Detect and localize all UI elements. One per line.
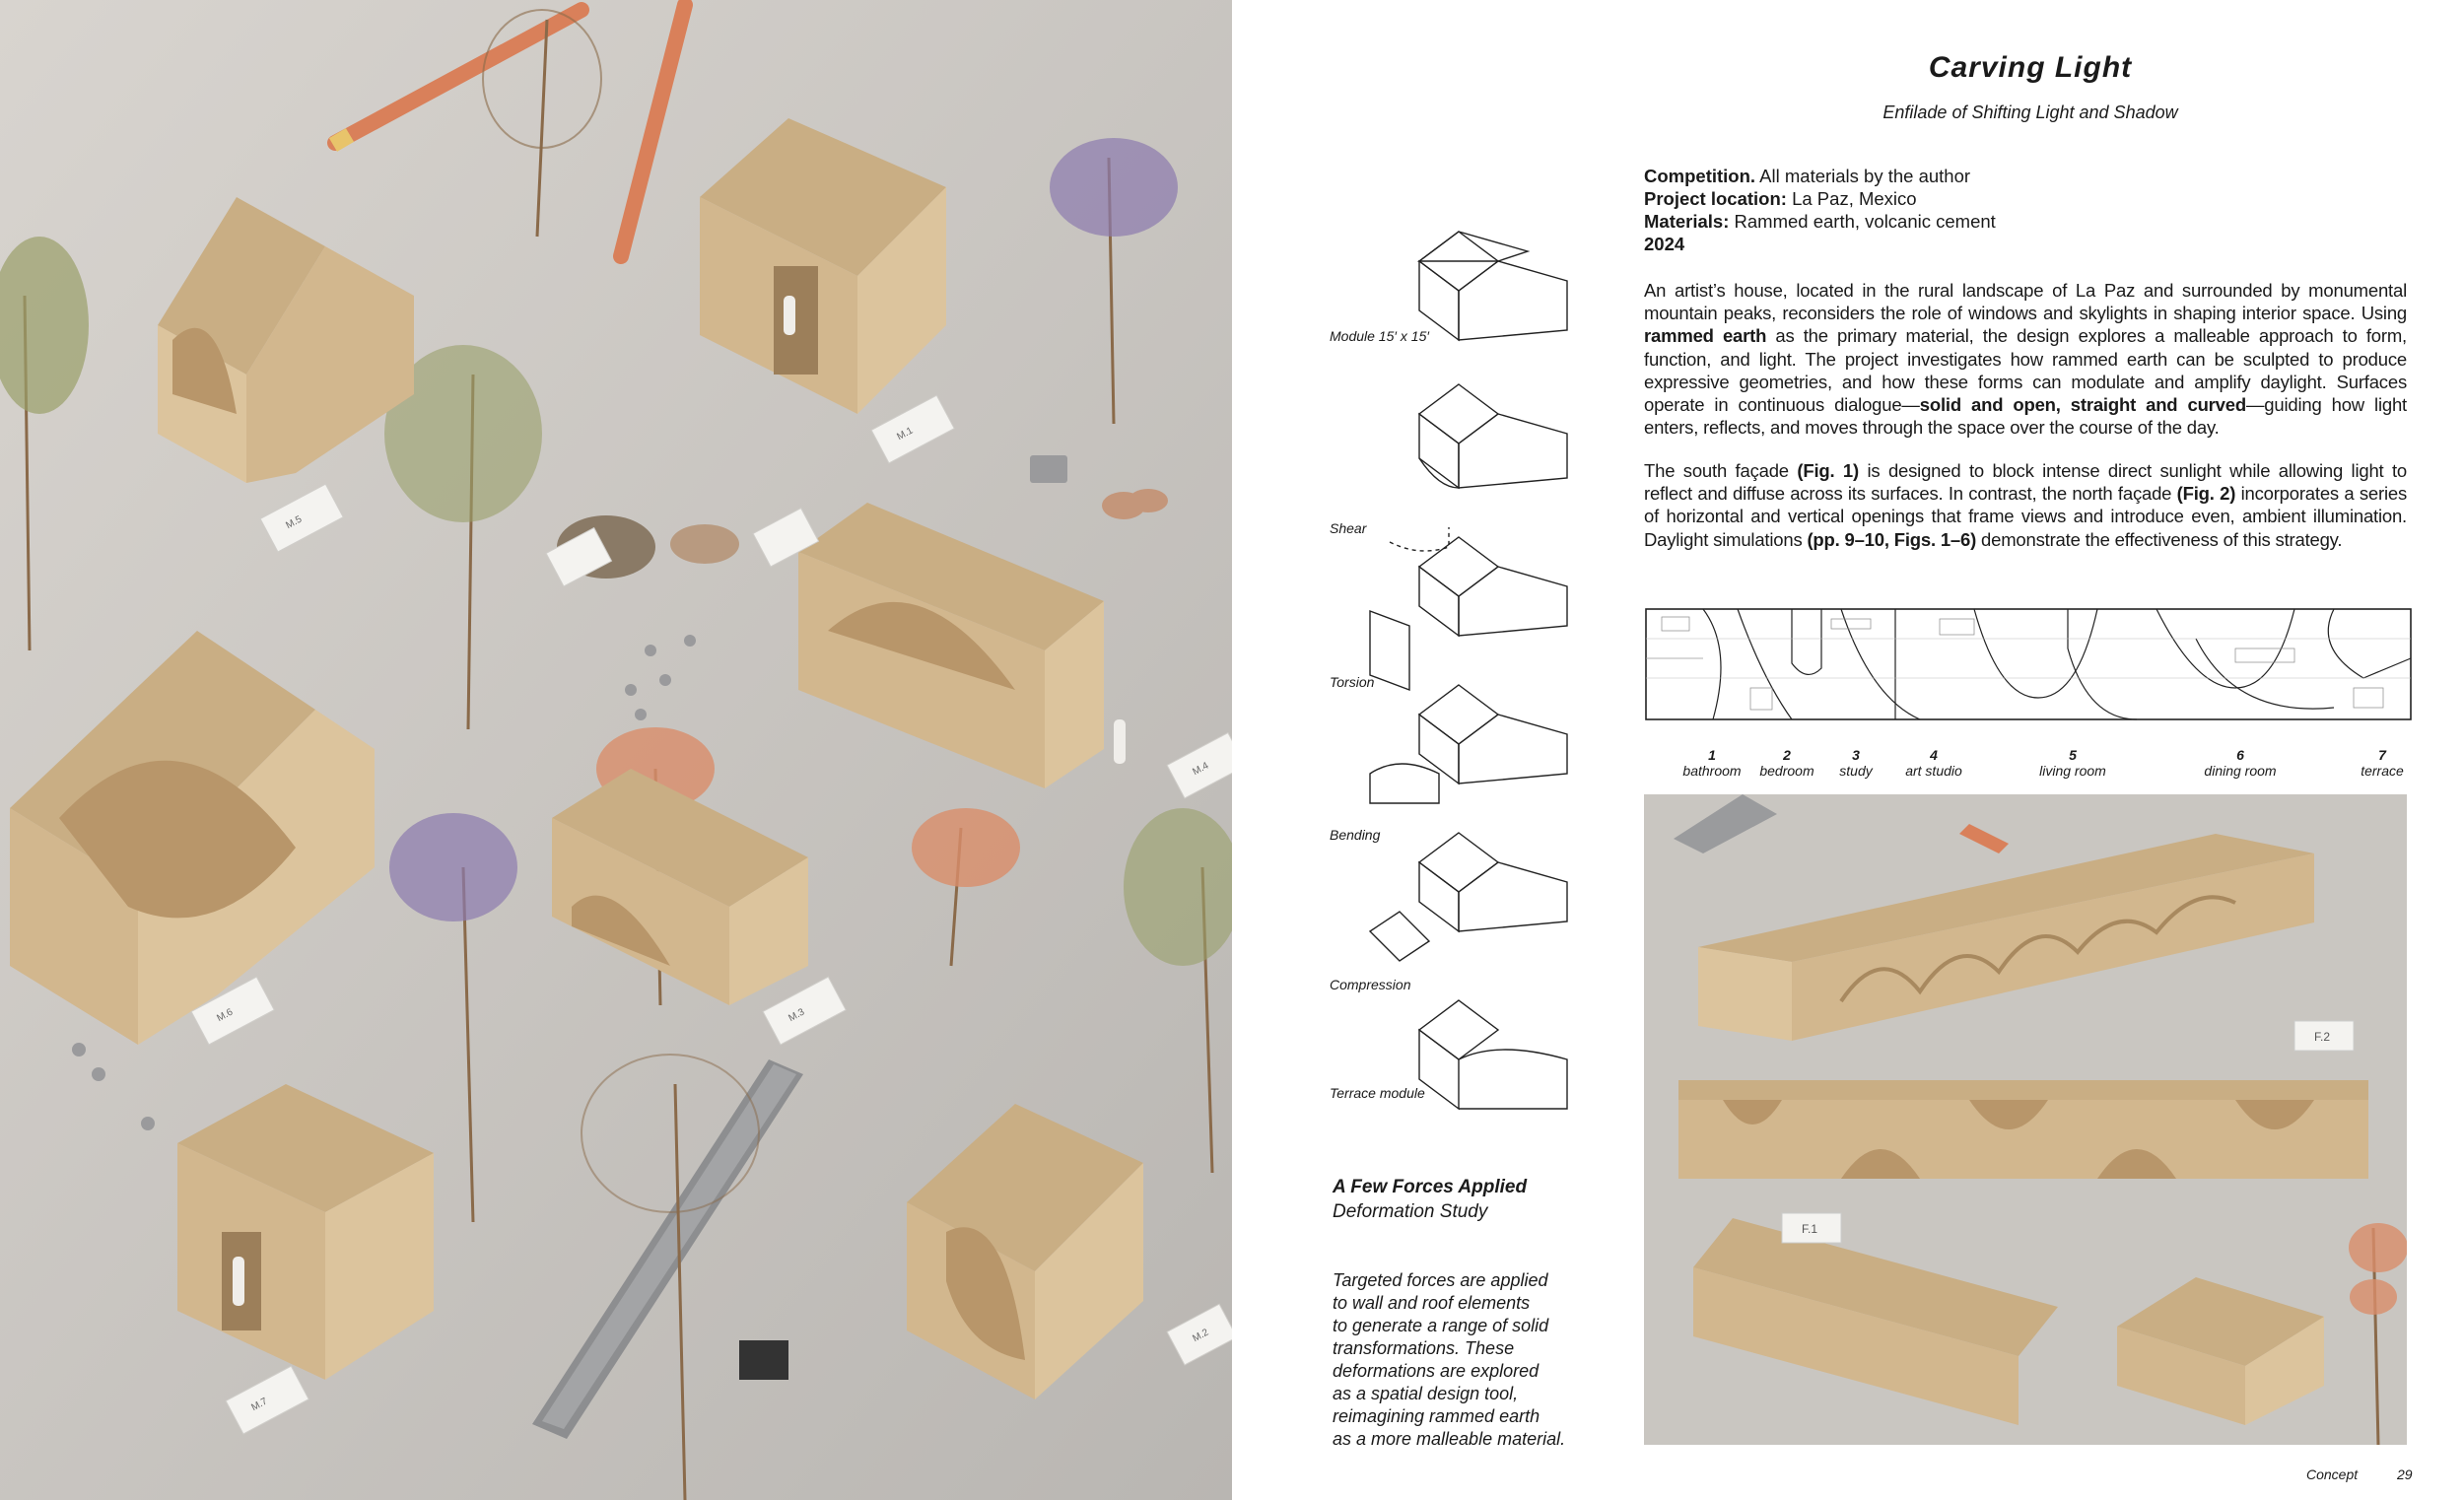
- meta-competition-label: Competition.: [1644, 166, 1756, 186]
- forces-desc-line: transformations. These: [1333, 1338, 1515, 1358]
- long-model-2: [1678, 1080, 2368, 1179]
- forces-desc-line: as a more malleable material.: [1333, 1429, 1566, 1449]
- svg-text:M.4: M.4: [1191, 760, 1211, 779]
- label-torsion: Torsion: [1330, 674, 1375, 690]
- label-terrace-module: Terrace module: [1330, 1085, 1425, 1101]
- forces-title: A Few Forces Applied: [1333, 1177, 1528, 1197]
- binder-clip: [739, 1340, 788, 1380]
- room-number: 1: [1708, 747, 1716, 763]
- body-paragraph-2: [1644, 459, 2407, 551]
- forces-desc-line: to wall and roof elements: [1333, 1293, 1531, 1313]
- p1-text-a: An artist’s house, located in the rural landscape of La Paz and surrounded by monumental mountain peaks, reconsiders the role of windows and skylights in shaping interior space. Using: [1644, 280, 2407, 324]
- render-tag-f2: F.2: [2314, 1030, 2331, 1044]
- forces-desc-line: as a spatial design tool,: [1333, 1384, 1519, 1403]
- p1-bold-a: rammed earth: [1644, 325, 1767, 347]
- room-name: living room: [2039, 763, 2106, 779]
- room-name: bathroom: [1682, 763, 1742, 779]
- room-number: 4: [1930, 747, 1938, 763]
- room-number: 3: [1852, 747, 1860, 763]
- page-subtitle: Enfilade of Shifting Light and Shadow: [1882, 102, 2178, 122]
- page-number: 29: [2397, 1466, 2413, 1482]
- meta-materials-value: Rammed earth, volcanic cement: [1729, 211, 1996, 232]
- p2-text-b: is designed to block intense direct sunlight while allowing light to reflect and diffuse across its surfaces. In contrast, the north façade: [1644, 460, 2407, 505]
- room-number: 2: [1783, 747, 1791, 763]
- room-name: study: [1839, 763, 1873, 779]
- folio-section: Concept: [2306, 1466, 2359, 1482]
- room-label: [2014, 747, 2132, 779]
- meta-location-value: La Paz, Mexico: [1786, 188, 1917, 209]
- room-number: 6: [2236, 747, 2244, 763]
- p2-fig2-ref: (Fig. 2): [2176, 483, 2236, 505]
- room-label: [2323, 747, 2441, 779]
- room-name: art studio: [1905, 763, 1962, 779]
- svg-text:M.7: M.7: [249, 1396, 270, 1414]
- label-bending: Bending: [1330, 827, 1381, 843]
- p2-text-a: The south façade: [1644, 460, 1798, 481]
- p1-text-c: —guiding how light enters, reflects, and moves through the space over the course of the day.: [1644, 394, 2407, 439]
- forces-description: [1333, 1269, 1589, 1451]
- torsion-cube: [1370, 537, 1567, 690]
- p2-text-d: demonstrate the effectiveness of this strategy.: [1976, 528, 2343, 550]
- shear-cube: [1390, 384, 1567, 551]
- forces-desc-line: deformations are explored: [1333, 1361, 1540, 1381]
- p2-text-c: incorporates a series of horizontal and vertical openings that frame views and introduce even, ambient illumination. Daylight simulations: [1644, 483, 2408, 550]
- svg-text:M.6: M.6: [215, 1006, 236, 1025]
- forces-desc-line: Targeted forces are applied: [1333, 1270, 1548, 1290]
- forces-desc-line: to generate a range of solid: [1333, 1316, 1549, 1335]
- body-paragraph-1: [1644, 279, 2407, 439]
- room-name: terrace: [2361, 763, 2404, 779]
- page-title: Carving Light: [1928, 51, 2133, 84]
- forces-desc-line: reimagining rammed earth: [1333, 1406, 1540, 1426]
- label-compression: Compression: [1330, 977, 1411, 992]
- p1-text-b: as the primary material, the design explores a malleable approach to form, function, and light. The project investigates how rammed earth can be sculpted to produce expressive geometries, and how these forms can modulate and amplify daylight. Surfaces operate in continuous dialogue—: [1644, 325, 2407, 416]
- p2-fig1-ref: (Fig. 1): [1797, 460, 1859, 481]
- meta-location-label: Project location:: [1644, 188, 1787, 209]
- label-shear: Shear: [1330, 520, 1367, 536]
- svg-text:M.2: M.2: [1191, 1327, 1211, 1345]
- p1-bold-b: solid and open, straight and curved: [1919, 394, 2246, 416]
- room-name: bedroom: [1759, 763, 1814, 779]
- module-cube: [1419, 232, 1567, 340]
- forces-subtitle: Deformation Study: [1333, 1201, 1488, 1222]
- terrace-cube: [1419, 1000, 1567, 1109]
- room-label: [2181, 747, 2299, 779]
- bending-cube: [1370, 685, 1567, 803]
- svg-text:M.1: M.1: [895, 425, 916, 443]
- room-number: 5: [2069, 747, 2077, 763]
- render-tag-f1: F.1: [1802, 1222, 1818, 1236]
- p2-pages-ref: (pp. 9–10, Figs. 1–6): [1807, 528, 1977, 550]
- svg-text:M.5: M.5: [284, 513, 305, 532]
- room-name: dining room: [2204, 763, 2277, 779]
- meta-year: 2024: [1644, 234, 1685, 254]
- label-module: Module 15′ x 15′: [1330, 328, 1429, 344]
- meta-competition-value: All materials by the author: [1755, 166, 1971, 186]
- deformation-diagram: [1360, 222, 1587, 1128]
- model-render-photo: [1644, 794, 2407, 1445]
- room-number: 7: [2378, 747, 2386, 763]
- svg-text:M.3: M.3: [787, 1006, 807, 1025]
- meta-materials-label: Materials:: [1644, 211, 1730, 232]
- project-meta: [1644, 165, 2413, 255]
- room-label: [1875, 747, 1993, 779]
- compression-cube: [1370, 833, 1567, 961]
- sharpener: [1030, 455, 1067, 483]
